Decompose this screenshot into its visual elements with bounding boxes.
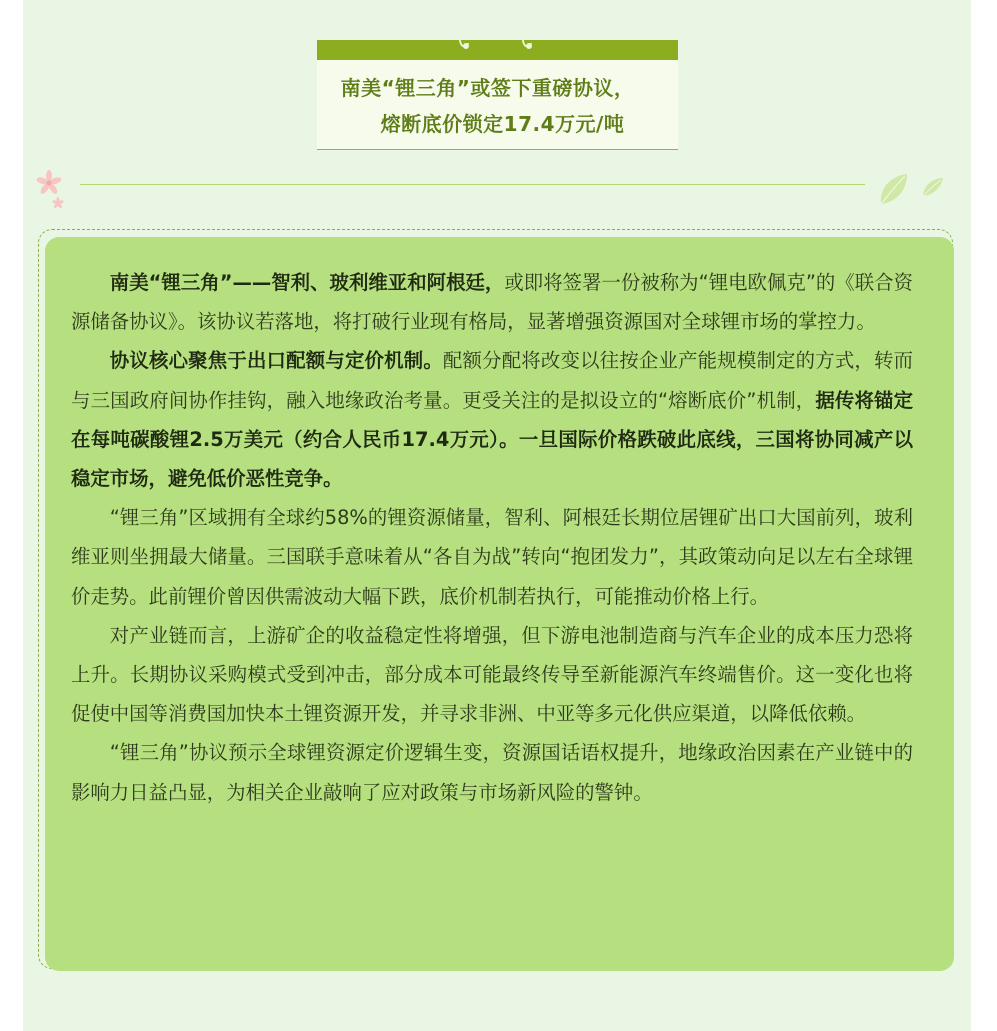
divider-line — [80, 184, 865, 185]
paragraph-2-text: 配额分配将改变以往按企业产能规模制定的方式，转而与三国政府间协作挂钩，融入地缘政治考量。更受关注的是拟设立的“熔断底价”机制， — [71, 349, 914, 412]
paragraph-1-lead: 南美“锂三角”——智利、玻利维亚和阿根廷， — [109, 271, 505, 294]
title-bar — [317, 40, 678, 60]
title-line-1: 南美“锂三角”或签下重磅协议， — [340, 76, 635, 100]
title-card — [317, 40, 678, 150]
paragraph-2 — [71, 341, 913, 498]
binder-ring-icon — [520, 30, 534, 54]
leaf-icon — [877, 170, 949, 210]
paragraph-3: “锂三角”区域拥有全球约58%的锂资源储量，智利、阿根廷长期位居锂矿出口大国前列，玻利维亚则坐拥最大储量。三国联手意味着从“各自为战”转向“抱团发力”，其政策动向足以左右全球锂价走势。此前锂价曾因供需波动大幅下跌，底价机制若执行，可能推动价格上行。 — [71, 506, 913, 608]
paragraph-4: 对产业链而言，上游矿企的收益稳定性将增强，但下游电池制造商与汽车企业的成本压力恐将上升。长期协议采购模式受到冲击，部分成本可能最终传导至新能源汽车终端售价。这一变化也将促使中国等消费国加快本土锂资源开发，并寻求非洲、中亚等多元化供应渠道，以降低依赖。 — [71, 623, 913, 726]
paragraph-1-text: 或即将签署一份被称为“锂电欧佩克”的《联合资源储备协议》。该协议若落地，将打破行业现有格局，显著增强资源国对全球锂市场的掌控力。 — [71, 271, 913, 334]
title-line-2: 熔断底价锁定17.4万元/吨 — [380, 112, 625, 136]
paragraph-5: “锂三角”协议预示全球锂资源定价逻辑生变，资源国话语权提升，地缘政治因素在产业链中的影响力日益凸显，为相关企业敲响了应对政策与市场新风险的警钟。 — [71, 741, 913, 804]
flower-icon — [34, 168, 66, 212]
paragraph-2-highlight: 据传将锚定在每吨碳酸锂2.5万美元（约合人民币17.4万元）。一旦国际价格跌破此底线，三国将协同减产以稳定市场，避免低价恶性竞争。 — [71, 388, 914, 491]
paragraph-1 — [71, 263, 913, 341]
article-body — [71, 263, 913, 812]
paragraph-2-lead: 协议核心聚焦于出口配额与定价机制。 — [109, 349, 443, 373]
page-title — [317, 70, 678, 142]
binder-ring-icon — [457, 30, 471, 54]
